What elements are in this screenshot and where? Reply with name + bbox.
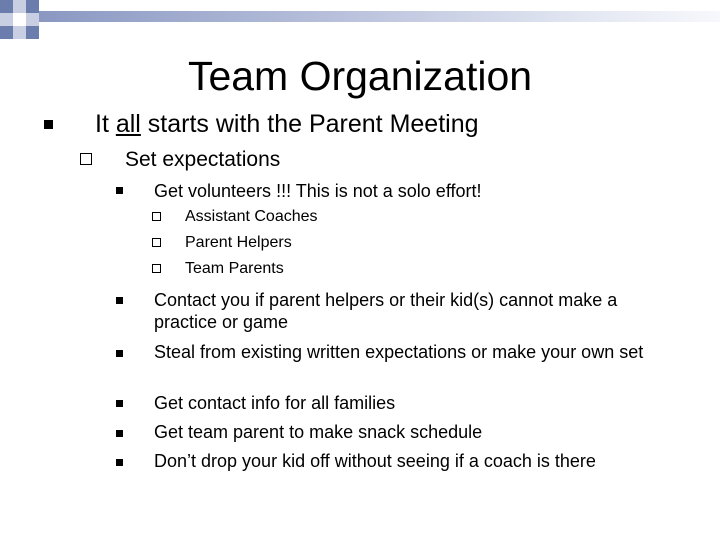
list-item: Parent Helpers [185,234,292,251]
list-item: Team Parents [185,260,284,277]
list-item: Get contact info for all families [154,393,396,413]
decor-square [0,0,13,13]
bullet-parent-meeting: It all starts with the Parent Meeting [95,110,479,138]
hollow-box-bullet-icon [80,153,92,165]
list-item: Steal from existing written expectations or make your own set [154,342,644,362]
decor-gradient-band [39,11,720,22]
list-item: Contact you if parent helpers or their kid(s) cannot make a practice or game [154,290,618,332]
decor-square [26,0,39,13]
bullet-get-volunteers: Get volunteers !!! This is not a solo effort! [154,181,482,201]
decor-square [13,0,26,13]
square-bullet-icon [116,297,123,304]
slide-title: Team Organization [187,53,533,99]
decor-square [26,26,39,39]
square-bullet-icon [116,400,123,407]
square-bullet-icon [116,187,123,194]
decor-square [0,26,13,39]
square-bullet-icon [116,430,123,437]
hollow-box-bullet-icon [152,212,161,221]
square-bullet-icon [116,350,123,357]
square-bullet-icon [44,120,53,129]
hollow-box-bullet-icon [152,238,161,247]
decor-square [13,13,26,26]
decor-square [0,13,13,26]
square-bullet-icon [116,459,123,466]
list-item: Get team parent to make snack schedule [154,422,483,442]
decor-square [13,26,26,39]
list-item: Don’t drop your kid off without seeing if a coach is there [154,451,596,471]
bullet-set-expectations: Set expectations [125,148,281,171]
list-item: Assistant Coaches [185,208,318,225]
decor-square [26,13,39,26]
header-decoration [0,0,720,48]
hollow-box-bullet-icon [152,264,161,273]
